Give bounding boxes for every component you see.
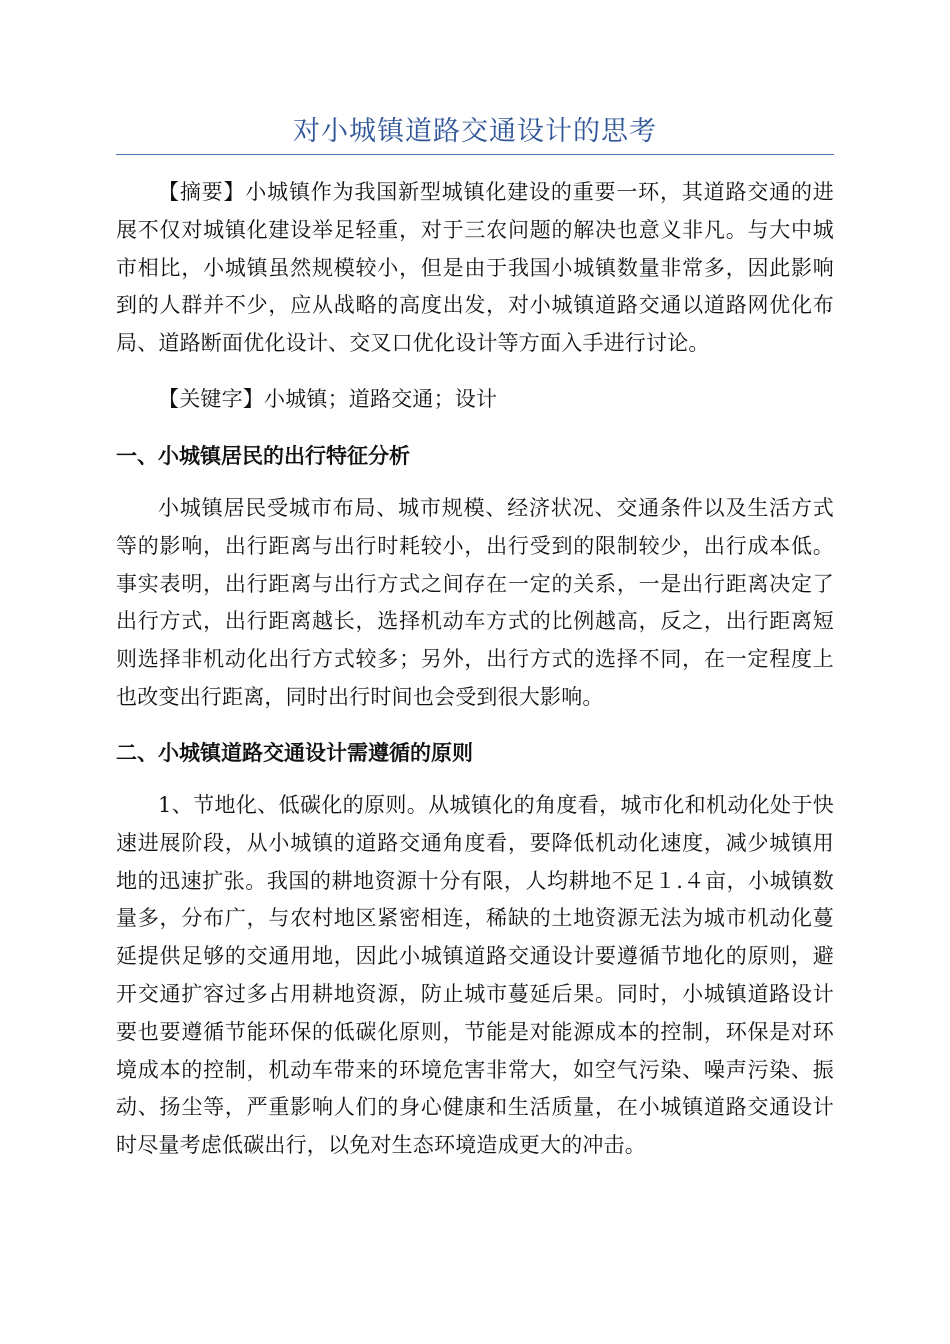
section-body-1: 小城镇居民受城市布局、城市规模、经济状况、交通条件以及生活方式等的影响，出行距离与出行时耗较小，出行受到的限制较少，出行成本低。事实表明，出行距离与出行方式之间存在一定的关系，一是出行距离决定了出行方式，出行距离越长，选择机动车方式的比例越高，反之，出行距离短则选择非机动化出行方式较多；另外，出行方式的选择不同，在一定程度上也改变出行距离，同时出行时间也会受到很大影响。 xyxy=(116,496,834,709)
abstract-paragraph: 【摘要】小城镇作为我国新型城镇化建设的重要一环，其道路交通的进展不仅对城镇化建设举足轻重，对于三农问题的解决也意义非凡。与大中城市相比，小城镇虽然规模较小，但是由于我国小城镇数量非常多，因此影响到的人群并不少，应从战略的高度出发，对小城镇道路交通以道路网优化布局、道路断面优化设计、交叉口优化设计等方面入手进行讨论。 xyxy=(116,180,834,356)
title-underline xyxy=(116,154,834,155)
keywords-paragraph: 【关键字】小城镇；道路交通；设计 xyxy=(158,387,498,411)
section-body-2: 1、节地化、低碳化的原则。从城镇化的角度看，城市化和机动化处于快速进展阶段，从小城镇的道路交通角度看，要降低机动化速度，减少城镇用地的迅速扩张。我国的耕地资源十分有限，人均耕地不足１.４亩，小城镇数量多，分布广，与农村地区紧密相连，稀缺的土地资源无法为城市机动化蔓延提供足够的交通用地，因此小城镇道路交通设计要遵循节地化的原则，避开交通扩容过多占用耕地资源，防止城市蔓延后果。同时，小城镇道路设计要也要遵循节能环保的低碳化原则，节能是对能源成本的控制，环保是对环境成本的控制，机动车带来的环境危害非常大，如空气污染、噪声污染、振动、扬尘等，严重影响人们的身心健康和生活质量，在小城镇道路交通设计时尽量考虑低碳出行，以免对生态环境造成更大的冲击。 xyxy=(116,793,834,1158)
section-heading-2: 二、小城镇道路交通设计需遵循的原则 xyxy=(116,741,473,765)
document-title: 对小城镇道路交通设计的思考 xyxy=(293,116,657,147)
section-heading-1: 一、小城镇居民的出行特征分析 xyxy=(116,444,410,468)
